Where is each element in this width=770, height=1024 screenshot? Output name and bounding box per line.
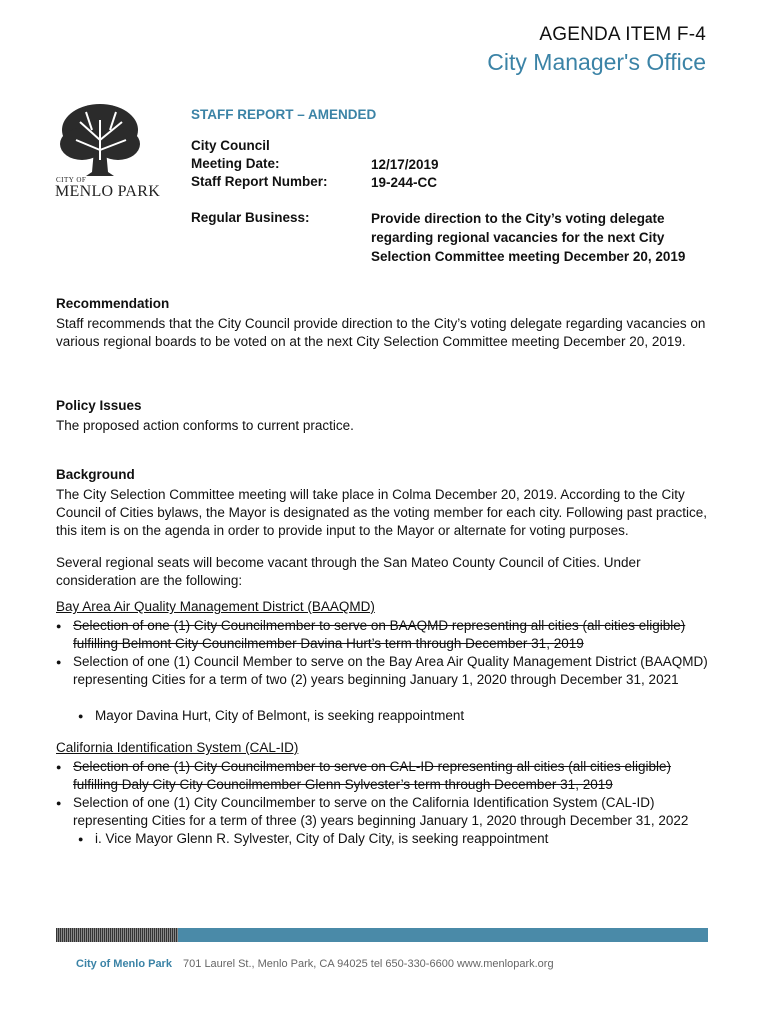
- list-item: [56, 653, 716, 689]
- bullet-icon: ●: [78, 834, 84, 844]
- background-section: [56, 466, 716, 590]
- background-heading: Background: [56, 467, 135, 482]
- calid-struck-item: Selection of one (1) City Councilmember to serve on CAL-ID representing all cities (all cities eligible) fulfilling Daly City City Councilmember Glenn Sylvester’s term through December 31, 2019: [73, 759, 672, 792]
- policy-text: The proposed action conforms to current practice.: [56, 418, 354, 433]
- logo-name: MENLO PARK: [55, 183, 161, 200]
- office-name: City Manager's Office: [487, 49, 706, 75]
- agenda-item-label: AGENDA ITEM F-4: [539, 24, 706, 45]
- footer-address: 701 Laurel St., Menlo Park, CA 94025 tel 650-330-6600 www.menlopark.org: [183, 958, 554, 970]
- baaqmd-heading: Bay Area Air Quality Management District (BAAQMD): [56, 599, 375, 614]
- baaqmd-struck-item: Selection of one (1) City Councilmember to serve on BAAQMD representing all cities (all cities eligible) fulfilling Belmont City Councilmember Davina Hurt’s term through December 31, 2019: [73, 618, 686, 651]
- header-block: [487, 24, 706, 76]
- business-label: Regular Business:: [191, 210, 310, 225]
- bullet-icon: ●: [56, 762, 62, 772]
- bullet-icon: ●: [56, 621, 62, 631]
- background-p1: The City Selection Committee meeting will take place in Colma December 20, 2019. According to the City Council of Cities bylaws, the Mayor is designated as the voting member for each city. Following past practice, this item is on the agenda in order to provide input to the Mayor or alternate for voting purposes.: [56, 487, 708, 538]
- footer-hatch: [56, 928, 178, 942]
- list-item: [78, 707, 464, 725]
- footer: [76, 958, 554, 970]
- bullet-icon: ●: [56, 657, 62, 667]
- list-item: [56, 794, 716, 830]
- bullet-icon: ●: [78, 711, 84, 721]
- recommendation-heading: Recommendation: [56, 296, 170, 311]
- meeting-date-label: Meeting Date:: [191, 156, 280, 171]
- business-text: Provide direction to the City’s voting delegate regarding regional vacancies for the next City Selection Committee meeting December 20, 2019: [371, 211, 686, 264]
- recommendation-text: Staff recommends that the City Council provide direction to the City’s voting delegate regarding vacancies on various regional boards to be voted on at the next City Selection Committee meeting December 20, 2019.: [56, 316, 706, 349]
- calid-item: Selection of one (1) City Councilmember to serve on the California Identification System (CAL-ID) representing Cities for a term of three (3) years beginning January 1, 2020 through December 31, 2022: [73, 795, 689, 828]
- report-title: STAFF REPORT – AMENDED: [191, 107, 377, 122]
- background-p2: Several regional seats will become vacant through the San Mateo County Council of Cities. Under consideration are the following:: [56, 555, 641, 588]
- bullet-icon: ●: [56, 798, 62, 808]
- meeting-date: 12/17/2019: [371, 157, 439, 172]
- footer-city: City of Menlo Park: [76, 958, 172, 970]
- body-label: City Council: [191, 138, 270, 153]
- calid-sub-item: i. Vice Mayor Glenn R. Sylvester, City of Daly City, is seeking reappointment: [95, 831, 549, 846]
- policy-heading: Policy Issues: [56, 398, 142, 413]
- list-item: [78, 830, 548, 848]
- policy-section: [56, 397, 716, 435]
- recommendation-section: [56, 295, 716, 351]
- list-item: [56, 758, 716, 794]
- baaqmd-sub-item: Mayor Davina Hurt, City of Belmont, is seeking reappointment: [95, 708, 465, 723]
- logo-city-of: CITY OF: [56, 176, 87, 184]
- list-item: [56, 617, 716, 653]
- calid-heading: California Identification System (CAL-ID): [56, 740, 299, 755]
- report-number-label: Staff Report Number:: [191, 174, 328, 189]
- baaqmd-item: Selection of one (1) Council Member to serve on the Bay Area Air Quality Management District (BAAQMD) representing Cities for a term of two (2) years beginning January 1, 2020 through December 31, 2021: [73, 654, 708, 687]
- report-number: 19-244-CC: [371, 175, 438, 190]
